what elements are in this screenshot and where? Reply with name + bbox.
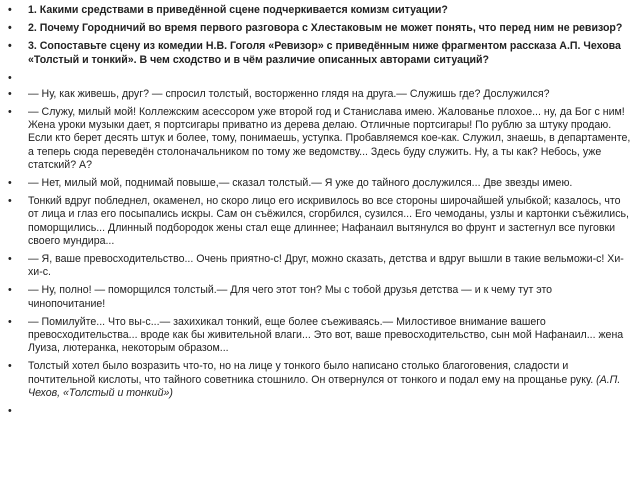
- bullet-icon: •: [8, 177, 12, 190]
- bullet-icon: •: [8, 253, 12, 266]
- paragraph: [6, 88, 632, 101]
- question-1-text: 1. Какими средствами в приведённой сцене подчеркивается комизм ситуации?: [28, 4, 448, 16]
- bullet-icon: •: [8, 315, 12, 328]
- question-3-text: 3. Сопоставьте сцену из комедии Н.В. Гоголя «Ревизор» с приведённым ниже фрагментом рассказа А.П. Чехова «Толстый и тонкий». В чем сходство и в чём различие описанных авторами ситуаций?: [28, 40, 621, 66]
- paragraph-text: — Ну, как живешь, друг? — спросил толстый, восторженно глядя на друга.— Служишь где? Дослужился?: [28, 87, 550, 100]
- paragraph: [6, 360, 632, 400]
- paragraph-text: Толстый хотел было возразить что-то, но на лице у тонкого было написано столько благоговения, сладости и почтительной кислоты, что тайного советника стошнило. Он отвернулся от тонкого и подал ему на прощанье руку.: [28, 360, 594, 386]
- paragraph: [6, 316, 632, 356]
- bullet-icon: •: [8, 284, 12, 297]
- bullet-list: [6, 4, 632, 421]
- bullet-icon: •: [8, 87, 12, 100]
- question-2-text: 2. Почему Городничий во время первого разговора с Хлестаковым не может понять, что перед ним не ревизор?: [28, 22, 623, 35]
- bullet-icon: •: [8, 22, 12, 35]
- question-1: [6, 4, 632, 17]
- empty-bullet: [6, 405, 632, 418]
- question-2: [6, 22, 632, 35]
- bullet-icon: •: [8, 360, 12, 373]
- bullet-icon: •: [8, 106, 12, 119]
- paragraph-text: — Ну, полно! — поморщился толстый.— Для чего этот тон? Мы с тобой друзья детства — и к чему тут это чинопочитание!: [28, 284, 553, 310]
- question-3: [6, 40, 632, 66]
- paragraph-text: — Я, ваше превосходительство... Очень приятно-с! Друг, можно сказать, детства и вдруг вышли в такие вельможи-с! Хи-хи-с.: [28, 253, 624, 279]
- bullet-icon: •: [8, 4, 12, 16]
- bullet-icon: •: [8, 405, 12, 418]
- paragraph: [6, 177, 632, 190]
- paragraph: [6, 195, 632, 248]
- bullet-icon: •: [8, 40, 12, 53]
- bullet-icon: •: [8, 195, 12, 208]
- paragraph: [6, 284, 632, 310]
- paragraph-text: Тонкий вдруг побледнел, окаменел, но скоро лицо его искривилось во все стороны широчайшей улыбкой; казалось, что от лица и глаз его посыпались искры. Сам он съёжился, сгорбился, сузился... Его чемоданы, узлы и картонки съёжились, поморщились... Длинный подбородок жены стал еще длиннее; Нафанаил вытянулся во фрунт и застегнул все пуговки своего мундира...: [28, 195, 629, 247]
- paragraph: [6, 106, 632, 172]
- bullet-icon: •: [8, 71, 12, 84]
- empty-bullet: [6, 72, 632, 85]
- paragraph-text: — Служу, милый мой! Коллежским асессором уже второй год и Станислава имею. Жалованье плохое... ну, да Бог с ним! Жена уроки музыки дает, я портсигары приватно из дерева делаю. Отличные портсигары! По рублю за штуку продаю. Если кто берет десять штук и более, тому, понимаешь, уступка. Пробавляемся кое-как. Служил, знаешь, в департаменте, а теперь сюда переведён столоначальником по тому же ведомству... Здесь буду служить. Ну, а ты как? Небось, уже статский? А?: [28, 106, 631, 171]
- paragraph-text: — Нет, милый мой, поднимай повыше,— сказал толстый.— Я уже до тайного дослужился... Две звезды имею.: [28, 177, 573, 190]
- paragraph: [6, 253, 632, 279]
- paragraph-text: — Помилуйте... Что вы-с...— захихикал тонкий, еще более съеживаясь.— Милостивое внимание вашего превосходительства... вроде как бы живительной влаги... Это вот, ваше превосходительство, сын мой Нафанаил... жена Луиза, лютеранка, некоторым образом...: [28, 315, 624, 355]
- source-citation: (А.П. Чехов, «Толстый и тонкий»): [28, 373, 621, 399]
